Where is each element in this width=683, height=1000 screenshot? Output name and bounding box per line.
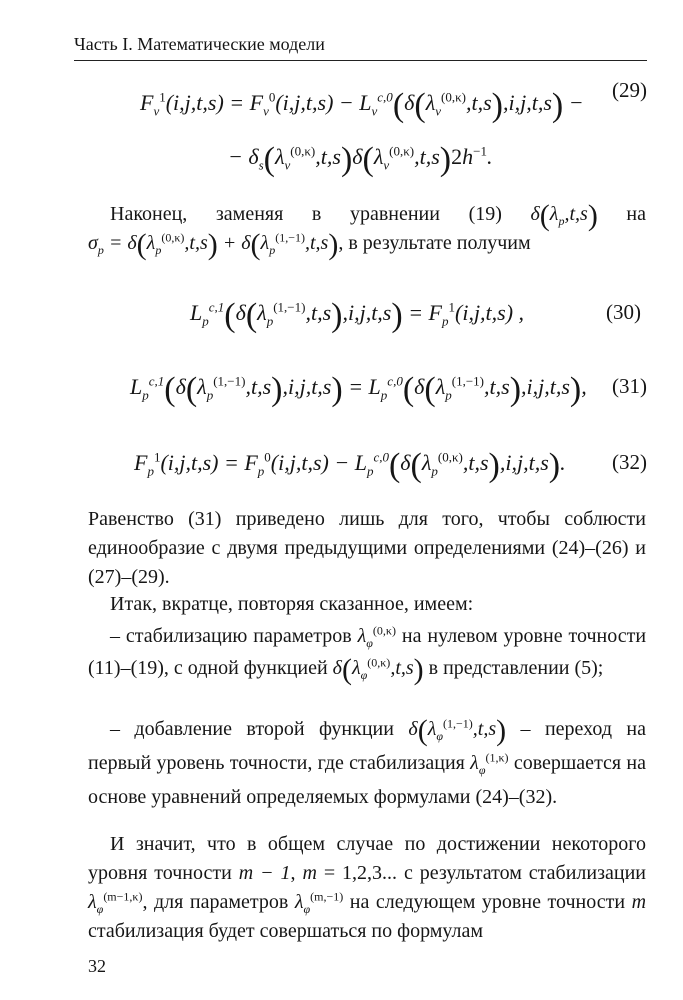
paragraph-uniformity: Равенство (31) приведено лишь для того, чтобы соблюсти единообразие с двумя предыдущими определениями (24)–(26) и (27)–(29). — [88, 508, 646, 588]
text-fragment: на нулевом уровне точности (11)–(19), с одной функцией — [88, 625, 647, 679]
text-fragment: на — [626, 203, 647, 225]
text-fragment: в представлении (5); — [428, 657, 604, 679]
page-number: 32 — [88, 956, 106, 976]
paragraph-first-level — [88, 712, 646, 814]
inline-formula: $\delta(\lambda_\varphi^{(1,-1)},t,s)$ — [408, 714, 507, 747]
equation-29-number: (29) — [612, 78, 647, 102]
equation-31: $L_p^{c,1}(\delta(\lambda_p^{(1,-1)},t,s),i,j,t,s) = L_p^{c,0}(\delta(\lambda_p^{(1,-1)},t,s),i,j,t,s)$, — [130, 371, 587, 408]
text-fragment: – добавление второй функции — [110, 718, 394, 740]
text-fragment: с результатом стабилизации — [403, 862, 646, 884]
inline-formula: $\delta(\lambda_\varphi^{(0,\kappa)},t,s)$ — [332, 653, 424, 686]
equation-29-line-1: $F_v^1(i,j,t,s) = F_v^0(i,j,t,s) - L_v^{c,0}(\delta(\lambda_v^{(0,\kappa)},t,s),i,j,t,s)$ − — [140, 87, 584, 124]
paragraph-general-case — [88, 830, 646, 946]
inline-formula: $\sigma_p = \delta(\lambda_p^{(0,\kappa)},t,s) + \delta(\lambda_p^{(1,-1)},t,s)$ — [88, 228, 339, 261]
text-fragment: на следующем уровне точности — [349, 891, 626, 913]
paragraph-zero-level — [88, 620, 646, 684]
inline-formula: $\lambda_\varphi^{(0,\kappa)}$ — [357, 623, 396, 650]
equation-32: $F_p^1(i,j,t,s) = F_p^0(i,j,t,s) - L_p^{c,0}(\delta(\lambda_p^{(0,\kappa)},t,s),i,j,t,s)$. — [134, 447, 566, 484]
text-fragment: – переход на первый уровень точности, где стабилизация — [88, 718, 647, 774]
inline-formula: $\delta(\lambda_p,t,s)$ — [530, 199, 598, 232]
text-fragment: m — [631, 891, 647, 913]
paragraph-summary: Итак, вкратце, повторяя сказанное, имеем: — [110, 593, 474, 615]
running-head: Часть I. Математические модели — [74, 34, 325, 54]
text-fragment: И значит, что в общем случае по достижении некоторого уровня точности — [88, 833, 646, 884]
inline-formula: $\lambda_\varphi^{(m-1,\kappa)}$ — [88, 889, 143, 916]
text-fragment: , для параметров — [142, 891, 289, 913]
equation-31-number: (31) — [612, 374, 647, 398]
text-fragment: , в результате получим — [338, 232, 531, 254]
inline-formula: m − 1 — [238, 862, 291, 884]
text-fragment: , — [290, 862, 296, 884]
text-fragment: Наконец, заменяя в уравнении (19) — [110, 203, 502, 225]
equation-32-number: (32) — [612, 450, 647, 474]
equation-30: $L_p^{c,1}(\delta(\lambda_p^{(1,-1)},t,s),i,j,t,s) = F_p^1(i,j,t,s)$ , — [190, 297, 525, 334]
inline-formula: m = 1,2,3... — [302, 862, 398, 884]
paragraph-replacement — [88, 199, 647, 261]
equation-29-line-2: − $\delta_s(\lambda_v^{(0,\kappa)},t,s)\delta(\lambda_v^{(0,\kappa)},t,s)2h^{-1}$. — [228, 141, 493, 178]
inline-formula: $\lambda_\varphi^{(1,\kappa)}$ — [470, 750, 509, 777]
header-rule — [74, 60, 647, 61]
text-fragment: совершается на основе уравнений определяемых формулами (24)–(32). — [88, 752, 646, 808]
text-fragment: стабилизация будет совершаться по формулам — [88, 920, 484, 942]
inline-formula: $\lambda_\varphi^{(m,-1)}$ — [294, 889, 344, 916]
text-fragment: – стабилизацию параметров — [110, 625, 352, 647]
equation-30-number: (30) — [606, 300, 641, 324]
